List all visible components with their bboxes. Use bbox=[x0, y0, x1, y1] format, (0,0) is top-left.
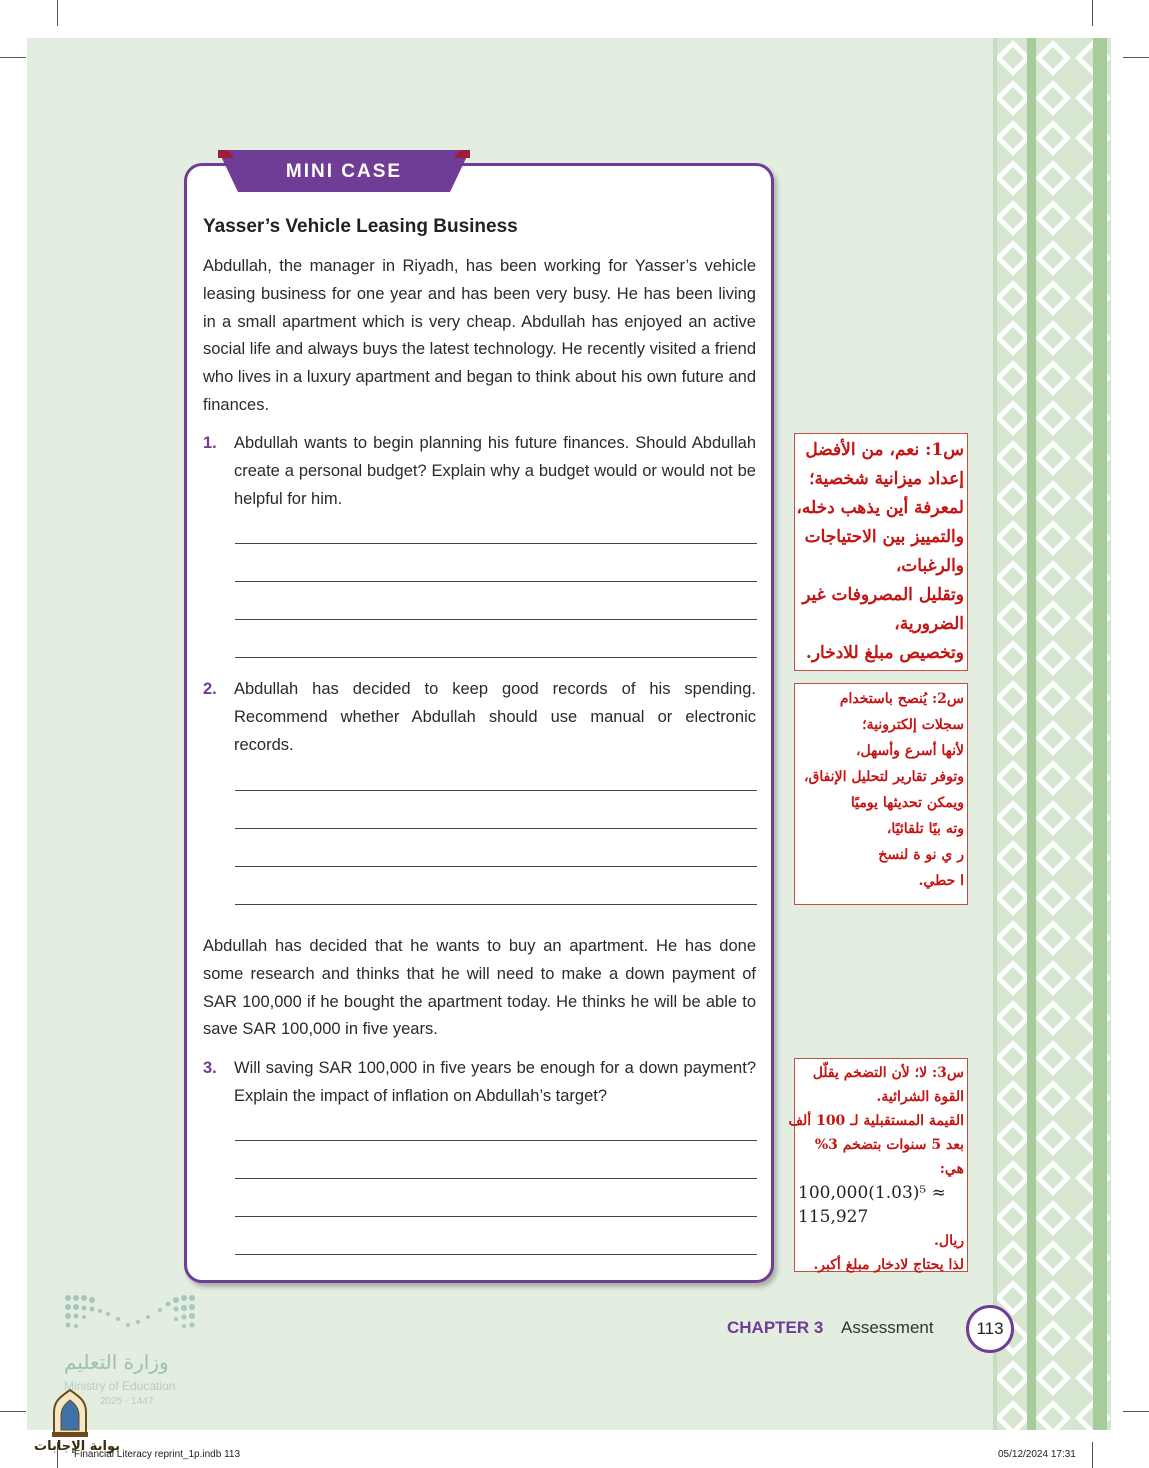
question-number: 3. bbox=[203, 1059, 217, 1077]
answer-line[interactable] bbox=[235, 1140, 757, 1141]
answer-box-1: س1: نعم، من الأفضل إعداد ميزانية شخصية؛ لمعرفة أين يذهب دخله، والتمييز بين الاحتياجات والرغبات، وتقليل المصروفات غير الضرورية، وتخصيص مبلغ للادخار. bbox=[794, 433, 968, 671]
question-text: Abdullah has decided to keep good records of his spending. Recommend whether Abdullah should use manual or electronic records. bbox=[234, 680, 756, 754]
answer-line[interactable] bbox=[235, 581, 757, 582]
formula-result: 115,927 bbox=[798, 1207, 869, 1227]
question-1 bbox=[203, 430, 756, 513]
answer-line[interactable] bbox=[235, 543, 757, 544]
chapter-label: CHAPTER 3 bbox=[727, 1318, 824, 1337]
question-2 bbox=[203, 676, 756, 759]
middle-paragraph: Abdullah has decided that he wants to buy an apartment. He has done some research and thinks that he will need to make a down payment of SAR 100,000 if he bought the apartment today. He thinks he will be able to save SAR 100,000 in five years. bbox=[203, 937, 756, 1039]
answer-line[interactable] bbox=[235, 904, 757, 905]
ministry-arabic-name: وزارة التعليم bbox=[64, 1350, 169, 1374]
decorative-side-pattern bbox=[993, 38, 1111, 1430]
answer-line[interactable] bbox=[235, 790, 757, 791]
question-3 bbox=[203, 1055, 756, 1111]
answer-line[interactable] bbox=[235, 1216, 757, 1217]
formula: 100,000(1.03)⁵ ≈ bbox=[798, 1183, 946, 1203]
answer-line[interactable] bbox=[235, 828, 757, 829]
answer-box-3: س3: لا؛ لأن التضخم يقلّل القوة الشرائية. القيمة المستقبلية لـ 100 ألف بعد 5 سنوات بتضخم 3% هي: 100,000(1.03)⁵ ≈ 115,927 ريال. لذا يحتاج لادخار مبلغ أكبر. bbox=[794, 1058, 968, 1272]
ministry-year: 2025 - 1447 bbox=[100, 1396, 154, 1407]
print-slug-file: Financial Literacy reprint_1p.indb 113 bbox=[74, 1449, 241, 1460]
answer-line[interactable] bbox=[235, 866, 757, 867]
answer-line[interactable] bbox=[235, 1254, 757, 1255]
question-text: Will saving SAR 100,000 in five years be enough for a down payment? Explain the impact of inflation on Abdullah’s target? bbox=[234, 1059, 756, 1105]
watermark-text: بوابة الإجابات bbox=[34, 1439, 120, 1454]
answer-line[interactable] bbox=[235, 657, 757, 658]
question-number: 2. bbox=[203, 680, 217, 698]
answer-box-2: س2: يُنصح باستخدام سجلات إلكترونية؛ لأنها أسرع وأسهل، وتوفر تقارير لتحليل الإنفاق، ويمكن تحديثها يوميًا وته بيًا تلقائيًا، ر ي نو ة لنسخ ا حطي. bbox=[794, 683, 968, 905]
intro-paragraph: Abdullah, the manager in Riyadh, has been working for Yasser’s vehicle leasing business for one year and has been very busy. He has been living in a small apartment which is very cheap. Abdullah has enjoyed an active social life and always buys the latest technology. He recently visited a friend who lives in a luxury apartment and began to think about his own future and finances. bbox=[203, 257, 756, 414]
page-number: 113 bbox=[966, 1305, 1014, 1353]
lantern-logo-icon bbox=[48, 1388, 92, 1438]
mini-case-banner bbox=[218, 150, 470, 192]
section-label: Assessment bbox=[841, 1318, 934, 1337]
ministry-english-name: Ministry of Education bbox=[64, 1379, 176, 1393]
banner-label: MINI CASE bbox=[285, 161, 403, 182]
case-title: Yasser’s Vehicle Leasing Business bbox=[203, 216, 518, 237]
answer-line[interactable] bbox=[235, 1178, 757, 1179]
print-slug-date: 05/12/2024 17:31 bbox=[998, 1449, 1076, 1460]
question-number: 1. bbox=[203, 434, 217, 452]
answer-line[interactable] bbox=[235, 619, 757, 620]
question-text: Abdullah wants to begin planning his future finances. Should Abdullah create a personal budget? Explain why a budget would or would not be helpful for him. bbox=[234, 434, 756, 508]
